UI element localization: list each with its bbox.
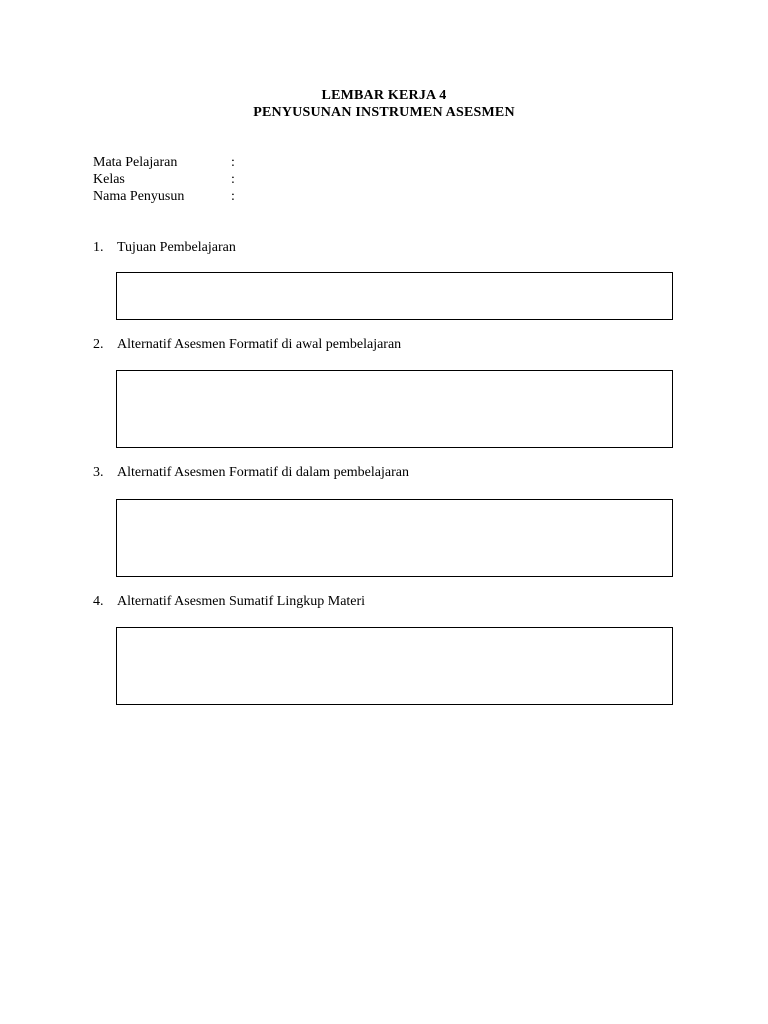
section-number: 3. (93, 465, 104, 480)
section-number: 2. (93, 337, 104, 352)
answer-box-tujuan-pembelajaran[interactable] (116, 272, 673, 320)
section-number: 1. (93, 240, 104, 255)
field-label: Nama Penyusun (93, 189, 185, 204)
section-label: Alternatif Asesmen Formatif di awal pembelajaran (117, 337, 402, 352)
field-colon: : (231, 172, 235, 187)
section-label: Tujuan Pembelajaran (117, 240, 236, 255)
answer-box-sumatif[interactable] (116, 627, 673, 705)
section-label: Alternatif Asesmen Formatif di dalam pembelajaran (117, 465, 409, 480)
field-colon: : (231, 155, 235, 170)
answer-box-formatif-awal[interactable] (116, 370, 673, 448)
answer-box-formatif-dalam[interactable] (116, 499, 673, 577)
document-subtitle: PENYUSUNAN INSTRUMEN ASESMEN (253, 105, 515, 120)
field-colon: : (231, 189, 235, 204)
field-label: Kelas (93, 172, 125, 187)
document-title: LEMBAR KERJA 4 (321, 88, 447, 103)
section-label: Alternatif Asesmen Sumatif Lingkup Materi (117, 594, 366, 609)
section-number: 4. (93, 594, 104, 609)
field-label: Mata Pelajaran (93, 155, 178, 170)
